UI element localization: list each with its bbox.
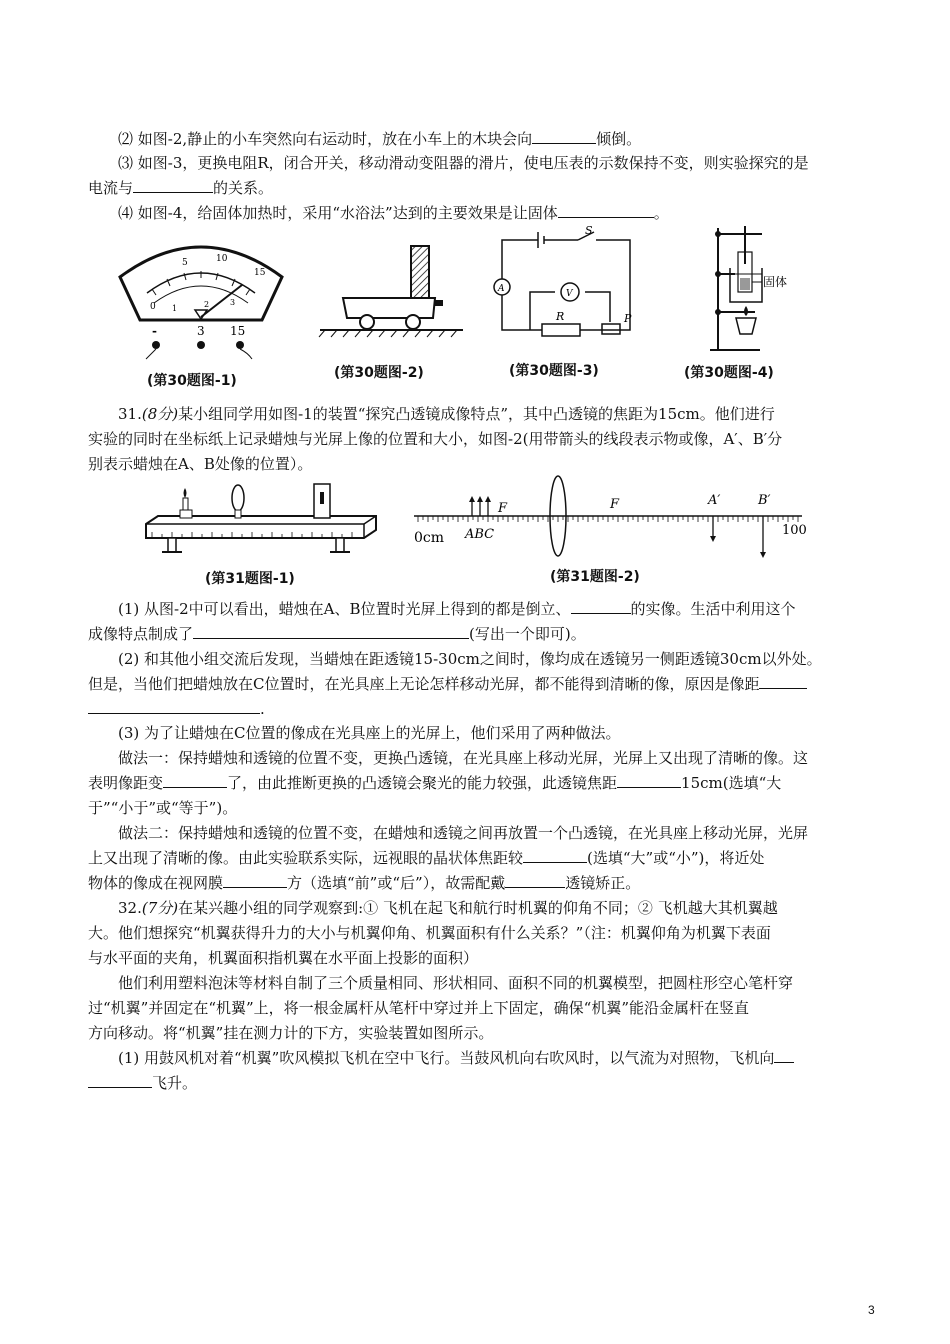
q32-line3: 与水平面的夹角，机翼面积指机翼在水平面上投影的面积） — [88, 949, 479, 967]
q32-intro: 32.(7分)在某兴趣小组的同学观察到:① 飞机在起飞和航行时机翼的仰角不同；② 飞机越大其机翼越 — [118, 899, 778, 917]
answer-blank[interactable] — [133, 176, 213, 193]
image-a-label: A′ — [708, 493, 721, 508]
water-bath-figure — [700, 222, 820, 357]
dial-tick: 2 — [204, 300, 210, 309]
q32-line2: 大。他们想探究“机翼获得升力的大小与机翼仰角、机翼面积有什么关系？”（注：机翼仰角为机翼下表面 — [88, 924, 771, 942]
ammeter-dial-figure — [112, 225, 290, 365]
dial-tick: 5 — [182, 258, 188, 268]
q32-line4: 他们利用塑料泡沫等材料自制了三个质量相同、形状相同、面积不同的机翼模型，把圆柱形空心笔杆穿 — [118, 974, 794, 992]
q32-line8: 飞升。 — [88, 1071, 878, 1096]
object-positions-label: ABC — [465, 527, 495, 542]
dial-tick: 3 — [230, 298, 236, 307]
q31-s2-cont: 但是，当他们把蜡烛放在C位置时，在光具座上无论怎样移动光屏，都不能得到清晰的像，原因是像距 — [88, 672, 878, 697]
page-number: 3 — [868, 1303, 875, 1317]
q30-part3: ⑶ 如图-3，更换电阻R，闭合开关，移动滑动变阻器的滑片，使电压表的示数保持不变，则实验探究的是 — [118, 154, 809, 172]
cart-block-figure — [315, 240, 465, 340]
axis-start-label: 0cm — [414, 530, 445, 546]
axis-end-label: 100 — [782, 523, 807, 538]
answer-blank[interactable] — [759, 672, 807, 689]
dial-tick: 10 — [216, 254, 228, 264]
answer-blank[interactable] — [88, 1071, 152, 1088]
dial-tick: 1 — [172, 304, 178, 313]
q31-method2-cont: 上又出现了清晰的像。由此实验联系实际，远视眼的晶状体焦距较 (选填“大”或“小”)，将近处 — [88, 846, 878, 871]
answer-blank[interactable] — [505, 871, 565, 888]
q31-s2-cont2: . — [88, 697, 878, 722]
terminal-label: - — [152, 324, 157, 338]
terminal-label: 15 — [230, 324, 246, 338]
focal-point-label: F — [610, 497, 620, 512]
q30-part4: ⑷ 如图-4，给固体加热时，采用“水浴法”达到的主要效果是让固体 。 — [118, 201, 908, 226]
answer-blank[interactable] — [617, 771, 681, 788]
figure-caption: (第31题图-2) — [550, 569, 640, 585]
q32-line5: 过“机翼”并固定在“机翼”上，将一根金属杆从笔杆中穿过并上下固定，确保“机翼”能沿金属杆在竖直 — [88, 999, 750, 1017]
solid-label: 固体 — [763, 275, 788, 289]
slider-label: P — [624, 312, 632, 325]
q30-part2: ⑵ 如图-2,静止的小车突然向右运动时，放在小车上的木块会向 倾倒。 — [118, 127, 908, 152]
q31-intro-3: 别表示蜡烛在A、B处像的位置）。 — [88, 455, 313, 473]
dial-tick: 0 — [150, 302, 156, 312]
resistor-label: R — [556, 310, 565, 323]
q31-method1: 做法一：保持蜡烛和透镜的位置不变，更换凸透镜，在光具座上移动光屏，光屏上又出现了清晰的像。这 — [118, 749, 809, 767]
answer-blank[interactable] — [223, 871, 287, 888]
answer-blank[interactable] — [532, 127, 596, 144]
q31-intro-2: 实验的同时在坐标纸上记录蜡烛与光屏上像的位置和大小，如图-2(用带箭头的线段表示物或像，A′、B′分 — [88, 430, 783, 448]
circuit-figure — [490, 222, 640, 340]
q31-s2: (2) 和其他小组交流后发现，当蜡烛在距透镜15-30cm之间时，像均成在透镜另一侧距透镜30cm以外处。 — [118, 650, 822, 668]
q31-s1-cont: 成像特点制成了 (写出一个即可)。 — [88, 622, 878, 647]
figure-caption: (第30题图-2) — [334, 365, 424, 381]
answer-blank[interactable] — [88, 697, 260, 714]
q31-s1: (1) 从图-2中可以看出，蜡烛在A、B位置时光屏上得到的都是倒立、 的实像。生活中利用这个 — [118, 597, 908, 622]
figure-caption: (第30题图-4) — [684, 365, 774, 381]
switch-label: S — [585, 224, 593, 237]
q31-s3: (3) 为了让蜡烛在C位置的像成在光具座上的光屏上，他们采用了两种做法。 — [118, 724, 621, 742]
answer-blank[interactable] — [163, 771, 227, 788]
answer-blank[interactable] — [558, 201, 654, 218]
image-b-label: B′ — [758, 493, 771, 508]
q32-line6: 方向移动。将“机翼”挂在测力计的下方，实验装置如图所示。 — [88, 1024, 494, 1042]
voltmeter-label: V — [566, 289, 573, 299]
dial-tick: 15 — [254, 268, 266, 278]
q32-line7: (1) 用鼓风机对着“机翼”吹风模拟飞机在空中飞行。当鼓风机向右吹风时，以气流为对照物，飞机向 — [118, 1046, 908, 1071]
answer-blank[interactable] — [774, 1046, 794, 1063]
optical-bench-figure — [140, 482, 380, 562]
lens-diagram-figure — [410, 470, 810, 560]
q30-part3-cont: 电流与 的关系。 — [88, 176, 878, 201]
ammeter-label: A — [498, 284, 505, 294]
figure-caption: (第31题图-1) — [205, 571, 295, 587]
figure-caption: (第30题图-1) — [147, 373, 237, 389]
q31-method2-cont2: 物体的像成在视网膜 方（选填“前”或“后”），故需配戴 透镜矫正。 — [88, 871, 878, 896]
answer-blank[interactable] — [193, 622, 469, 639]
answer-blank[interactable] — [571, 597, 631, 614]
terminal-label: 3 — [197, 324, 205, 338]
answer-blank[interactable] — [523, 846, 587, 863]
q31-method2: 做法二：保持蜡烛和透镜的位置不变，在蜡烛和透镜之间再放置一个凸透镜，在光具座上移动光屏，光屏 — [118, 824, 809, 842]
q31-method1-cont2: 于”“小于”或“等于”)。 — [88, 799, 238, 817]
figure-caption: (第30题图-3) — [509, 363, 599, 379]
q31-intro: 31.(8分)某小组同学用如图-1的装置“探究凸透镜成像特点”，其中凸透镜的焦距为15cm。他们进行 — [118, 405, 775, 423]
q31-method1-cont: 表明像距变 了，由此推断更换的凸透镜会聚光的能力较强，此透镜焦距 15cm(选填“大 — [88, 771, 878, 796]
focal-point-label: F — [498, 501, 508, 516]
